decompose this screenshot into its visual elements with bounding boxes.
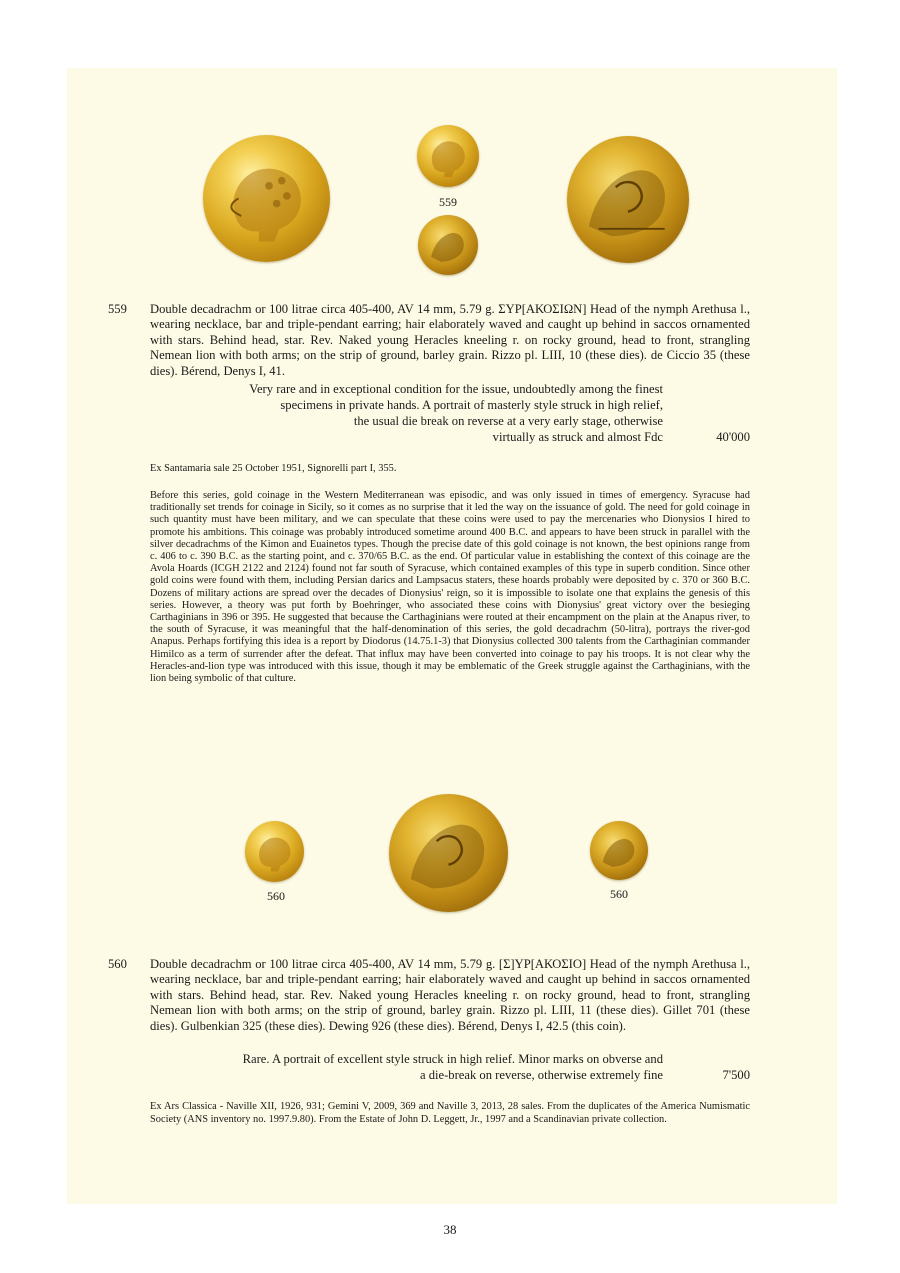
lot-560-grade-line: Rare. A portrait of excellent style struck in high relief. Minor marks on obverse and	[242, 1052, 663, 1066]
lot-559-provenance: Ex Santamaria sale 25 October 1951, Signorelli part I, 355.	[150, 463, 397, 474]
lot-560-price: 7'500	[722, 1068, 750, 1082]
arethusa-head-icon	[245, 821, 304, 882]
coin-559-obverse	[417, 125, 479, 187]
lot-560-provenance: Ex Ars Classica - Naville XII, 1926, 931; Gemini V, 2009, 369 and Naville 3, 2013, 28 sales. From the duplicates of the America Numismatic Society (ANS inventory no. 1997.9.80). From the Estate of John D. Leggett, Jr., 1997 and a Scandinavian private collection.	[150, 1101, 750, 1125]
lot-559-grade-line: Very rare and in exceptional condition for the issue, undoubtedly among the finest	[249, 382, 663, 396]
arethusa-head-icon	[417, 125, 479, 187]
lot-559-description: Double decadrachm or 100 litrae circa 405-400, AV 14 mm, 5.79 g. ΣΥΡ[ΑΚΟΣΙΩΝ] Head of the nymph Arethusa l., wearing necklace, bar and triple-pendant earring; hair elaborately waved and caught up behind in saccos ornamented with stars. Behind head, star. Rev. Naked young Heracles kneeling r. on rocky ground, head to front, strangling Nemean lion with both arms; on the strip of ground, barley grain. Rizzo pl. LIII, 10 (these dies). de Ciccio 35 (these dies). Bérend, Denys I, 41.	[150, 302, 750, 378]
coin-559-obverse-enlarged	[203, 135, 330, 262]
lot-559-essay: Before this series, gold coinage in the Western Mediterranean was episodic, and was only issued in times of emergency. Syracuse had traditionally set trends for coinage in Sicily, so it comes as no surprise that it led the way on the issuance of gold. The need for gold coinage in such quantity must have been military, and we can speculate that these coins were used to pay the mercenaries who Dionysios I hired to promote his ambitions. This coinage was probably introduced sometime around 400 B.C. and appears to have been struck in parallel with the silver decadrachms of the Kimon and Euainetos types. Though the precise date of this gold coinage is not known, the best opinions range from c. 406 to c. 390 B.C. as the starting point, and c. 370/65 B.C. as the end. Of particular value in establishing the context of this coinage are the Avola Hoards (ICGH 2122 and 2124) found not far south of Syracuse, which contained examples of this type in superb condition. Since other gold coins were found with them, including Persian darics and Lampsacus staters, these hoards probably were deposited by c. 370 or 360 B.C. Dozens of military actions are spread over the decades of Dionysius' reign, so it is impossible to isolate one that explains the genesis of this series. However, a theory was put forth by Boehringer, who associated these coins with Dionysius' great victory over the besieging Carthaginians in 396 or 395. He suggested that because the Carthaginians were routed at their encampment on the plain at the Anapus river, to the south of Syracuse, it was meaningful that the half-denomination of this series, the gold decadrachm (50-litra), portrays the river-god Anapus. Perhaps fortifying this idea is a report by Diodorus (14.75.1-3) that Dionysius collected 300 talents from the Carthaginian commander Himilco as a term of surrender after the defeat. That influx may have been converted into coinage to pay his troops. It is not clear why the Heracles-and-lion type was introduced with this issue, though it may be emblematic of the Greek struggle against the Carthaginians, with the lion being symbolic of that culture.	[150, 490, 750, 685]
coin-560-label-left: 560	[267, 889, 285, 903]
lot-number-559: 559	[108, 302, 127, 316]
coin-559-label: 559	[439, 195, 457, 209]
coin-560-reverse	[590, 821, 648, 880]
page-number: 38	[443, 1222, 457, 1237]
coin-560-reverse-enlarged	[389, 794, 508, 912]
heracles-lion-icon	[418, 215, 478, 275]
lot-559-price: 40'000	[716, 430, 750, 444]
coin-560-obverse	[245, 821, 304, 882]
heracles-lion-icon	[567, 136, 689, 263]
heracles-lion-icon	[389, 794, 508, 912]
lot-559-grade-line: specimens in private hands. A portrait of masterly style struck in high relief,	[280, 398, 663, 412]
arethusa-head-icon	[203, 135, 330, 262]
lot-number-560: 560	[108, 957, 127, 971]
coin-559-reverse-enlarged	[567, 136, 689, 263]
lot-559-grade-line: the usual die break on reverse at a very early stage, otherwise	[353, 414, 663, 428]
coin-560-label-right: 560	[610, 887, 628, 901]
lot-560-description: Double decadrachm or 100 litrae circa 405-400, AV 14 mm, 5.79 g. [Σ]ΥΡ[ΑΚΟΣΙΟ] Head of the nymph Arethusa l., wearing necklace, bar and triple-pendant earring; hair elaborately waved and caught up behind in saccos ornamented with stars. Behind head, star. Rev. Naked young Heracles kneeling r. on rocky ground, head to front, strangling Nemean lion with both arms; on the strip of ground, barley grain. Rizzo pl. LIII, 11 (these dies). Gillet 701 (these dies). Gulbenkian 325 (these dies). Dewing 926 (these dies). Bérend, Denys I, 42.5 (this coin).	[150, 957, 750, 1033]
lot-560-grade-line: a die-break on reverse, otherwise extremely fine	[419, 1068, 663, 1082]
coin-559-reverse	[418, 215, 478, 275]
heracles-lion-icon	[590, 821, 648, 880]
lot-559-grade-line: virtually as struck and almost Fdc	[492, 430, 663, 444]
